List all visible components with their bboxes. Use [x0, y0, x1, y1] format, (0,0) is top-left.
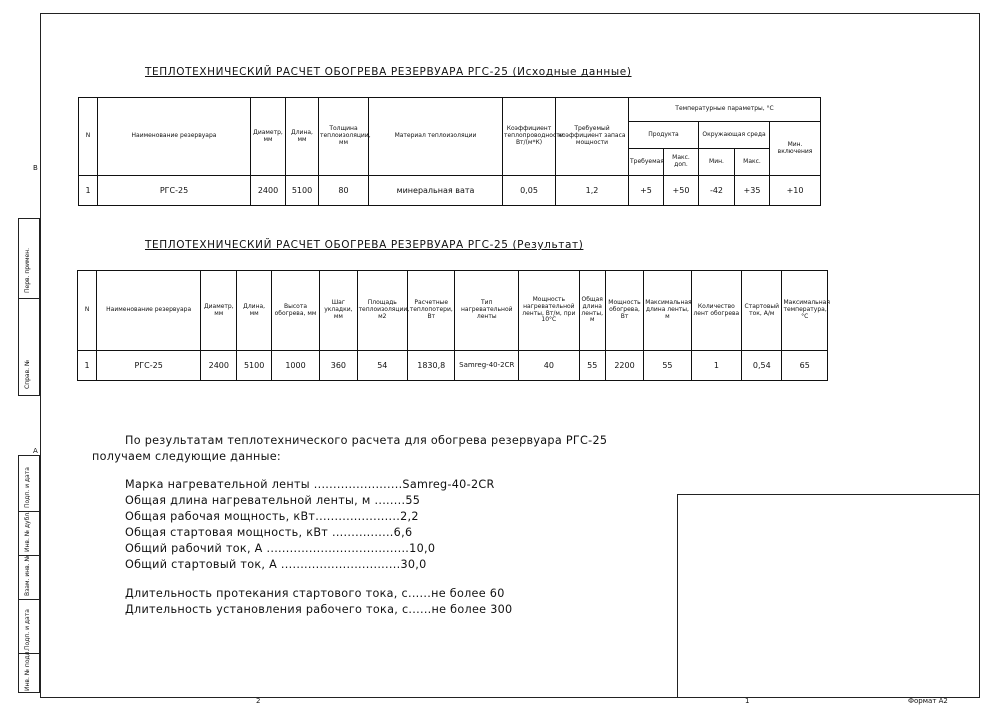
t2-length: 5100: [237, 351, 271, 381]
summary-line-current: Общий рабочий ток, А .....................................10,0: [125, 542, 436, 555]
t2-tape-power: 40: [519, 351, 580, 381]
t1-h-material: Материал теплоизоляции: [369, 98, 503, 176]
t2-count: 1: [691, 351, 741, 381]
t1-h-env: Окружающая среда: [699, 122, 770, 149]
summary-line-brand: Марка нагревательной ленты .......................Samreg-40-2CR: [125, 478, 495, 491]
t2-h-max-temp: Максимальная температура, °С: [782, 271, 828, 351]
table2: [77, 270, 828, 381]
t2-h-area: Площадь теплоизоляции, м2: [357, 271, 407, 351]
zone-mark-b: В: [33, 164, 38, 172]
t2-h-max-length: Максимальная длина ленты, м: [644, 271, 691, 351]
page-mark-2: 2: [256, 697, 261, 705]
t1-min-on: +10: [770, 176, 821, 206]
summary-line-work-duration: Длительность установления рабочего тока, с......не более 300: [125, 603, 513, 616]
t1-name: РГС-25: [98, 176, 251, 206]
t1-env-min: -42: [699, 176, 735, 206]
t1-h-diameter: Диаметр, мм: [251, 98, 286, 176]
t2-n: 1: [78, 351, 97, 381]
t2-max-temp: 65: [782, 351, 828, 381]
t1-h-env-max: Макс.: [735, 149, 770, 176]
t1-h-product: Продукта: [629, 122, 699, 149]
summary-intro-2: получаем следующие данные:: [92, 450, 281, 463]
t1-max-allowed: +50: [664, 176, 699, 206]
t2-tape-type: Samreg-40-2CR: [455, 351, 519, 381]
t2-h-losses: Расчетные теплопотери, Вт: [408, 271, 455, 351]
t1-h-name: Наименование резервуара: [98, 98, 251, 176]
side-label-podp1: Подп. и дата: [24, 467, 31, 508]
t2-total-length: 55: [579, 351, 605, 381]
t1-h-min-on: Мин. включения: [770, 122, 821, 176]
t2-h-name: Наименование резервуара: [97, 271, 201, 351]
t2-h-diameter: Диаметр, мм: [201, 271, 237, 351]
table-row: [79, 176, 821, 206]
t1-length: 5100: [286, 176, 319, 206]
t2-diameter: 2400: [201, 351, 237, 381]
t1-h-reserve: Требуемый коэффициент запаса мощности: [556, 98, 629, 176]
t1-h-temps: Температурные параметры, °С: [629, 98, 821, 122]
t2-h-heat-power: Мощность обогрева, Вт: [605, 271, 643, 351]
t2-h-start-current: Стартовый ток, А/м: [742, 271, 782, 351]
t1-env-max: +35: [735, 176, 770, 206]
t1-thickness: 80: [319, 176, 369, 206]
table-row: [78, 351, 828, 381]
side-label-inv-dubl: Инв. № дубл.: [24, 510, 31, 552]
t1-h-conductivity: Коэффициент теплопроводности Вт/(м*К): [503, 98, 556, 176]
page-mark-1: 1: [745, 697, 750, 705]
t1-conductivity: 0,05: [503, 176, 556, 206]
t2-h-tape-type: Тип нагревательной ленты: [455, 271, 519, 351]
t1-material: минеральная вата: [369, 176, 503, 206]
summary-line-power: Общая рабочая мощность, кВт......................2,2: [125, 510, 419, 523]
summary-line-length: Общая длина нагревательной ленты, м ........55: [125, 494, 421, 507]
t2-h-step: Шаг укладки, мм: [320, 271, 357, 351]
t2-losses: 1830,8: [408, 351, 455, 381]
side-label-sprav: Справ. №: [24, 359, 31, 389]
summary-line-start-duration: Длительность протекания стартового тока, с......не более 60: [125, 587, 505, 600]
t1-h-required: Требуемая: [629, 149, 664, 176]
side-label-inv-podl: Инв. № подл.: [24, 649, 31, 691]
t1-h-length: Длина, мм: [286, 98, 319, 176]
t2-max-length: 55: [644, 351, 691, 381]
table2-title: ТЕПЛОТЕХНИЧЕСКИЙ РАСЧЕТ ОБОГРЕВА РЕЗЕРВУАРА РГС-25 (Результат): [145, 239, 584, 251]
summary-line-start-power: Общая стартовая мощность, кВт ................6,6: [125, 526, 413, 539]
t2-start-current: 0,54: [742, 351, 782, 381]
t2-h-n: N: [78, 271, 97, 351]
side-label-perv: Перв. примен.: [24, 247, 31, 293]
t2-h-length: Длина, мм: [237, 271, 271, 351]
side-stamp-upper: [18, 218, 40, 396]
zone-mark-a: А: [33, 447, 38, 455]
table1-title: ТЕПЛОТЕХНИЧЕСКИЙ РАСЧЕТ ОБОГРЕВА РЕЗЕРВУАРА РГС-25 (Исходные данные): [145, 66, 632, 78]
t1-h-n: N: [79, 98, 98, 176]
t2-height: 1000: [271, 351, 319, 381]
t2-name: РГС-25: [97, 351, 201, 381]
t1-h-thickness: Толщина теплоизоляции, мм: [319, 98, 369, 176]
side-stamp-lower: [18, 455, 40, 693]
t2-h-height: Высота обогрева, мм: [271, 271, 319, 351]
t2-h-tape-power: Мощность нагревательной ленты, Вт/м, при 10°С: [519, 271, 580, 351]
summary-line-start-current: Общий стартовый ток, А ...............................30,0: [125, 558, 427, 571]
table1: [78, 97, 821, 206]
side-label-vzam: Взам. инв. №: [24, 555, 31, 596]
t2-area: 54: [357, 351, 407, 381]
t1-h-max-allowed: Макс. доп.: [664, 149, 699, 176]
t1-reserve: 1,2: [556, 176, 629, 206]
side-label-podp2: Подп. и дата: [24, 609, 31, 650]
t1-required: +5: [629, 176, 664, 206]
t2-step: 360: [320, 351, 357, 381]
t2-h-count: Количество лент обогрева: [691, 271, 741, 351]
t1-n: 1: [79, 176, 98, 206]
format-label: Формат А2: [908, 697, 948, 705]
t1-h-env-min: Мин.: [699, 149, 735, 176]
summary-intro-1: По результатам теплотехнического расчета для обогрева резервуара РГС-25: [125, 434, 608, 447]
t2-heat-power: 2200: [605, 351, 643, 381]
t1-diameter: 2400: [251, 176, 286, 206]
t2-h-total-length: Общая длина ленты, м: [579, 271, 605, 351]
